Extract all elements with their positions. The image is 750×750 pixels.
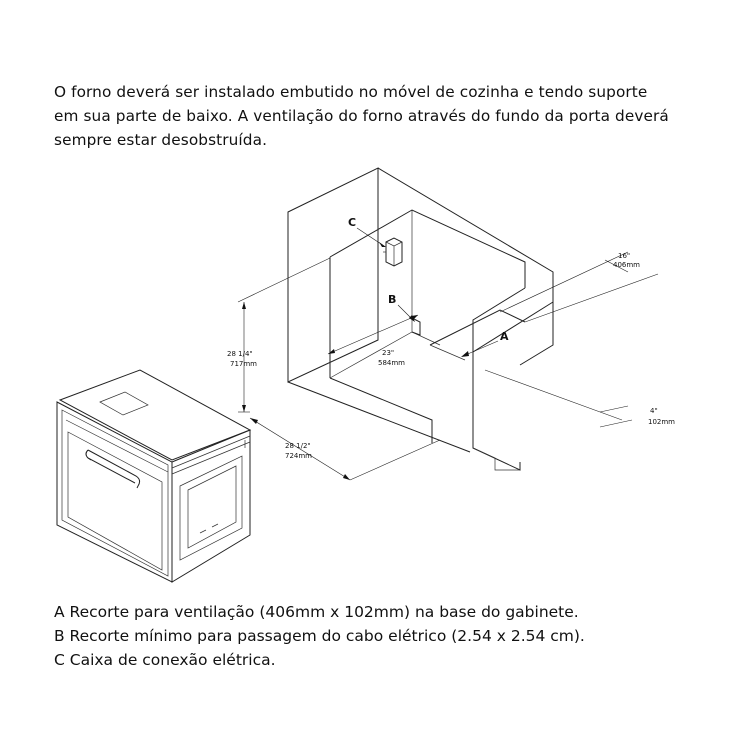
dim-depth-mm: 724mm (285, 452, 312, 460)
dim-height-mm: 717mm (230, 360, 257, 368)
dim-vent-height-in: 4" (650, 407, 658, 415)
dim-vent-height-mm: 102mm (648, 418, 675, 426)
junction-box (383, 238, 402, 266)
intro-line-3: sempre estar desobstruída. (54, 131, 268, 149)
label-b: B (388, 293, 397, 306)
dim-width-in: 23" (382, 349, 395, 357)
dim-height-in: 28 1/4" (227, 350, 253, 358)
legend-item-a: A Recorte para ventilação (406mm x 102mm) na base do gabinete. (54, 603, 579, 621)
cabinet (288, 168, 553, 470)
dim-vent-width-mm: 406mm (613, 261, 640, 269)
dim-width-mm: 584mm (378, 359, 405, 367)
intro-line-1: O forno deverá ser instalado embutido no móvel de cozinha e tendo suporte (54, 83, 648, 101)
label-a: A (500, 330, 509, 343)
dim-vent-width-in: 16" (618, 252, 631, 260)
label-c: C (348, 216, 357, 229)
legend-item-b: B Recorte mínimo para passagem do cabo elétrico (2.54 x 2.54 cm). (54, 627, 585, 645)
legend-item-c: C Caixa de conexão elétrica. (54, 651, 276, 669)
dim-depth-in: 28 1/2" (285, 442, 311, 450)
oven-illustration (57, 370, 250, 582)
legend (54, 600, 714, 672)
intro-line-2: em sua parte de baixo. A ventilação do forno através do fundo da porta deverá (54, 107, 669, 125)
